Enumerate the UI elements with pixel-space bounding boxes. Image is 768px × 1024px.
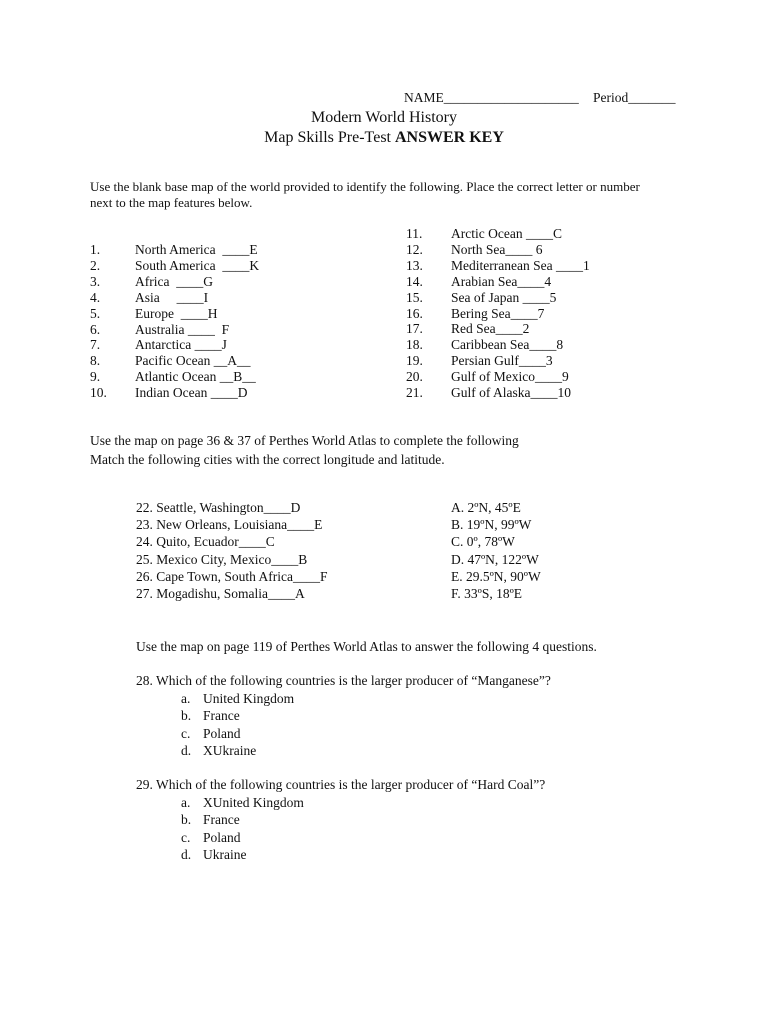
feature-answer: Persian Gulf____3 [451, 353, 553, 369]
feature-answer: Africa ____G [135, 273, 213, 289]
feature-number: 16. [406, 305, 423, 321]
feature-answer: Bering Sea____7 [451, 305, 545, 321]
option-text: Poland [203, 829, 241, 845]
option-text: XUnited Kingdom [203, 795, 304, 810]
feature-number: 11. [406, 226, 423, 241]
feature-number: 2. [90, 257, 101, 273]
feature-answer: Asia ____I [135, 289, 209, 305]
feature-number: 7. [90, 337, 101, 353]
city-answer: 24. Quito, Ecuador____C [136, 534, 275, 550]
feature-number: 15. [406, 289, 423, 305]
feature-answer: Mediterranean Sea ____1 [451, 257, 590, 273]
option-letter: a. [181, 691, 191, 706]
feature-answer: Arctic Ocean ____C [451, 226, 562, 241]
option-text: Ukraine [203, 846, 247, 862]
option-text: France [203, 708, 240, 724]
coordinate-option: D. 47ºN, 122ºW [451, 551, 539, 567]
feature-number: 13. [406, 257, 423, 273]
feature-number: 14. [406, 273, 423, 289]
city-answer: 22. Seattle, Washington____D [136, 500, 301, 515]
section2-instructions-line1: Use the map on page 36 & 37 of Perthes World Atlas to complete the following [90, 433, 519, 448]
answer-key-label: ANSWER KEY [394, 129, 504, 146]
feature-answer: Australia ____ F [135, 321, 230, 337]
feature-number: 20. [406, 369, 423, 385]
feature-number: 1. [90, 242, 101, 257]
option-letter: a. [181, 795, 191, 810]
city-answer: 23. New Orleans, Louisiana____E [136, 517, 323, 533]
feature-answer: Atlantic Ocean __B__ [135, 369, 256, 385]
option-text: France [203, 812, 240, 828]
coordinate-option: B. 19ºN, 99ºW [451, 517, 532, 533]
section3-instructions: Use the map on page 119 of Perthes World Atlas to answer the following 4 questions. [136, 639, 597, 654]
option-letter: d. [181, 742, 192, 758]
feature-answer: Red Sea____2 [451, 321, 530, 337]
option-letter: d. [181, 846, 192, 862]
name-field-label: NAME____________________ [404, 90, 579, 105]
coordinate-option: A. 2ºN, 45ºE [451, 500, 521, 515]
feature-answer: Gulf of Alaska____10 [451, 385, 571, 400]
question-text: 29. Which of the following countries is the larger producer of “Hard Coal”? [136, 777, 546, 792]
document-subtitle [0, 129, 768, 147]
feature-answer: North Sea____ 6 [451, 241, 543, 257]
city-answer: 27. Mogadishu, Somalia____A [136, 586, 305, 601]
feature-answer: Arabian Sea____4 [451, 273, 552, 289]
feature-answer: North America ____E [135, 242, 258, 257]
city-answer: 25. Mexico City, Mexico____B [136, 551, 308, 567]
feature-number: 8. [90, 353, 101, 369]
feature-number: 17. [406, 321, 423, 337]
option-letter: c. [181, 829, 191, 845]
period-field-label: Period_______ [593, 90, 676, 105]
coordinate-option: E. 29.5ºN, 90ºW [451, 568, 541, 584]
feature-number: 18. [406, 337, 423, 353]
question-text: 28. Which of the following countries is the larger producer of “Manganese”? [136, 673, 551, 688]
section1-instructions-line1: Use the blank base map of the world provided to identify the following. Place the correct letter or number [90, 179, 640, 194]
feature-number: 4. [90, 289, 101, 305]
option-text: XUkraine [203, 742, 257, 758]
feature-number: 9. [90, 369, 101, 385]
section2-instructions-line2: Match the following cities with the correct longitude and latitude. [90, 452, 445, 467]
feature-answer: Caribbean Sea____8 [451, 337, 564, 353]
feature-answer: Europe ____H [135, 305, 218, 321]
coordinate-option: F. 33ºS, 18ºE [451, 586, 523, 601]
option-letter: b. [181, 708, 192, 724]
feature-answer: Indian Ocean ____D [135, 385, 248, 401]
feature-answer: Antarctica ____J [135, 337, 227, 353]
feature-answer: Gulf of Mexico____9 [451, 369, 569, 385]
city-answer: 26. Cape Town, South Africa____F [136, 568, 328, 584]
document-title: Modern World History [311, 109, 457, 126]
feature-number: 12. [406, 241, 423, 257]
feature-answer: Pacific Ocean __A__ [135, 353, 251, 369]
option-text: Poland [203, 725, 241, 741]
subtitle-text: Map Skills Pre-Test [264, 129, 395, 146]
feature-answer: South America ____K [135, 257, 260, 273]
feature-number: 19. [406, 353, 423, 369]
option-letter: c. [181, 725, 191, 741]
feature-number: 3. [90, 273, 101, 289]
feature-number: 6. [90, 321, 101, 337]
option-text: United Kingdom [203, 691, 295, 706]
feature-number: 21. [406, 385, 423, 400]
section1-instructions-line2: next to the map features below. [90, 195, 253, 210]
feature-answer: Sea of Japan ____5 [451, 289, 557, 305]
coordinate-option: C. 0º, 78ºW [451, 534, 515, 550]
feature-number: 5. [90, 305, 101, 321]
option-letter: b. [181, 812, 192, 828]
feature-number: 10. [90, 385, 107, 401]
